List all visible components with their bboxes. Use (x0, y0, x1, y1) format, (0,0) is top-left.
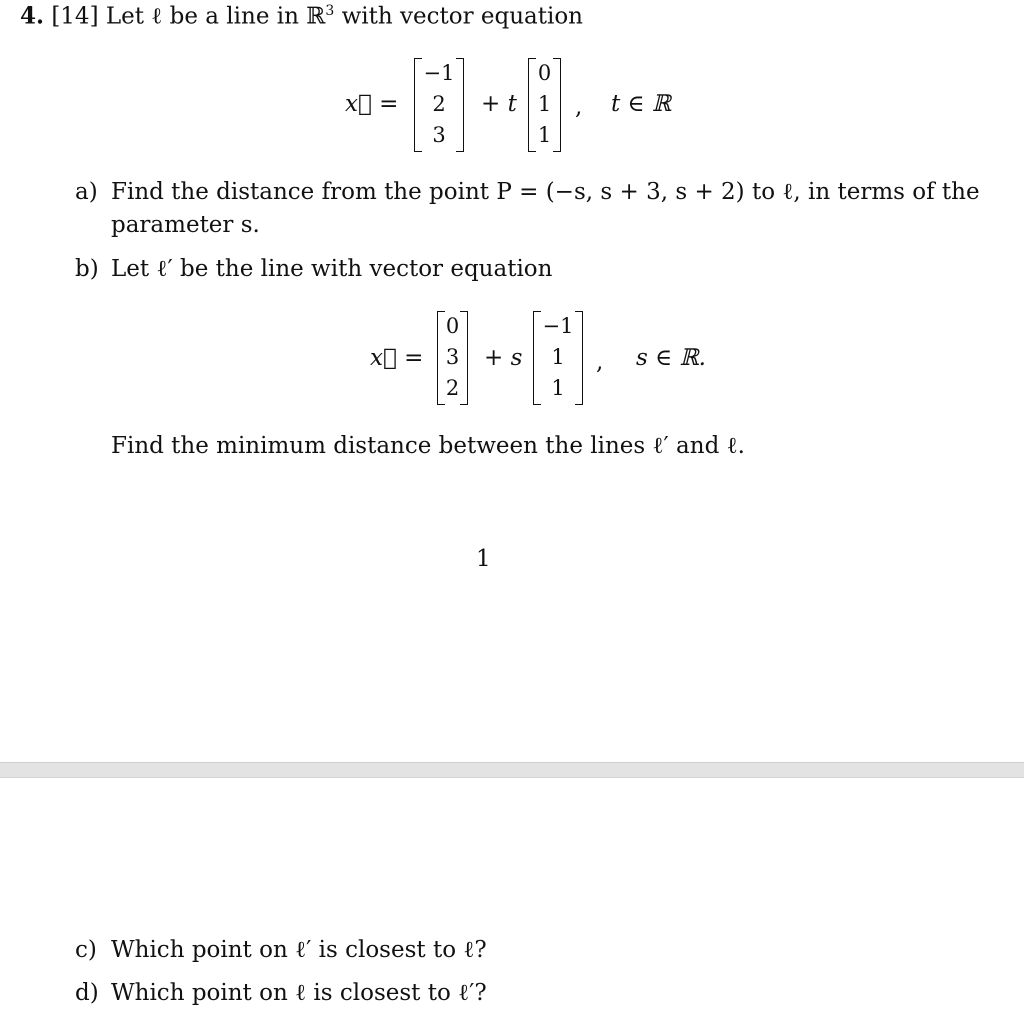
eq2-vec-a-cell: 0 (445, 314, 460, 338)
part-a-line2: parameter s. (111, 212, 260, 238)
problem-intro: Let ℓ be a line in ℝ (105, 3, 326, 30)
eq1-comma: , (575, 94, 583, 120)
part-a-line1: Find the distance from the point P = (−s, s + 3, s + 2) to ℓ, in terms of the (111, 179, 980, 205)
eq2-comma: , (596, 349, 604, 375)
eq1-vector-b (528, 58, 561, 152)
eq2-vector-a (437, 311, 468, 405)
eq2-domain: s ∈ ℝ. (636, 345, 706, 371)
eq2-vec-b-cell: −1 (542, 314, 574, 338)
eq1-vec-a-cell: 3 (432, 123, 446, 147)
part-c-text: Which point on ℓ′ is closest to ℓ? (111, 937, 487, 963)
eq2-vec-b-cell: 1 (551, 376, 565, 400)
eq1-plus-term: + t (481, 91, 517, 117)
problem-intro-sup: 3 (325, 3, 335, 19)
eq1-vec-b-cell: 1 (537, 123, 552, 147)
part-d-text: Which point on ℓ is closest to ℓ′? (111, 980, 487, 1006)
eq1-vec-b-cell: 1 (537, 92, 552, 116)
eq1-vector-a (414, 58, 464, 152)
eq2-vec-a-cell: 2 (445, 376, 460, 400)
problem-intro-end: with vector equation (341, 3, 583, 30)
problem-number: 4. (20, 2, 45, 30)
part-b-label: b) (75, 256, 99, 282)
part-b-line1: Let ℓ′ be the line with vector equation (111, 256, 553, 282)
eq2-vec-a-cell: 3 (445, 345, 460, 369)
eq2-lhs: x⃗ = (370, 345, 424, 371)
page-break-divider (0, 762, 1024, 778)
part-b-question: Find the minimum distance between the lines ℓ′ and ℓ. (111, 433, 745, 459)
problem-header (20, 4, 583, 29)
eq2-vector-b (533, 311, 583, 405)
eq1-vec-b-cell: 0 (537, 61, 552, 85)
problem-points: [14] (51, 3, 99, 30)
part-c-label: c) (75, 937, 97, 963)
eq1-vec-a-cell: 2 (432, 92, 446, 116)
eq2-plus-term: + s (484, 345, 523, 371)
eq2-vec-b-cell: 1 (551, 345, 565, 369)
eq1-vec-a-cell: −1 (423, 61, 455, 85)
page-number: 1 (476, 546, 491, 572)
part-d-label: d) (75, 980, 99, 1006)
part-a-label: a) (75, 179, 98, 205)
eq1-lhs: x⃗ = (345, 91, 399, 117)
eq1-domain: t ∈ ℝ (611, 91, 672, 117)
